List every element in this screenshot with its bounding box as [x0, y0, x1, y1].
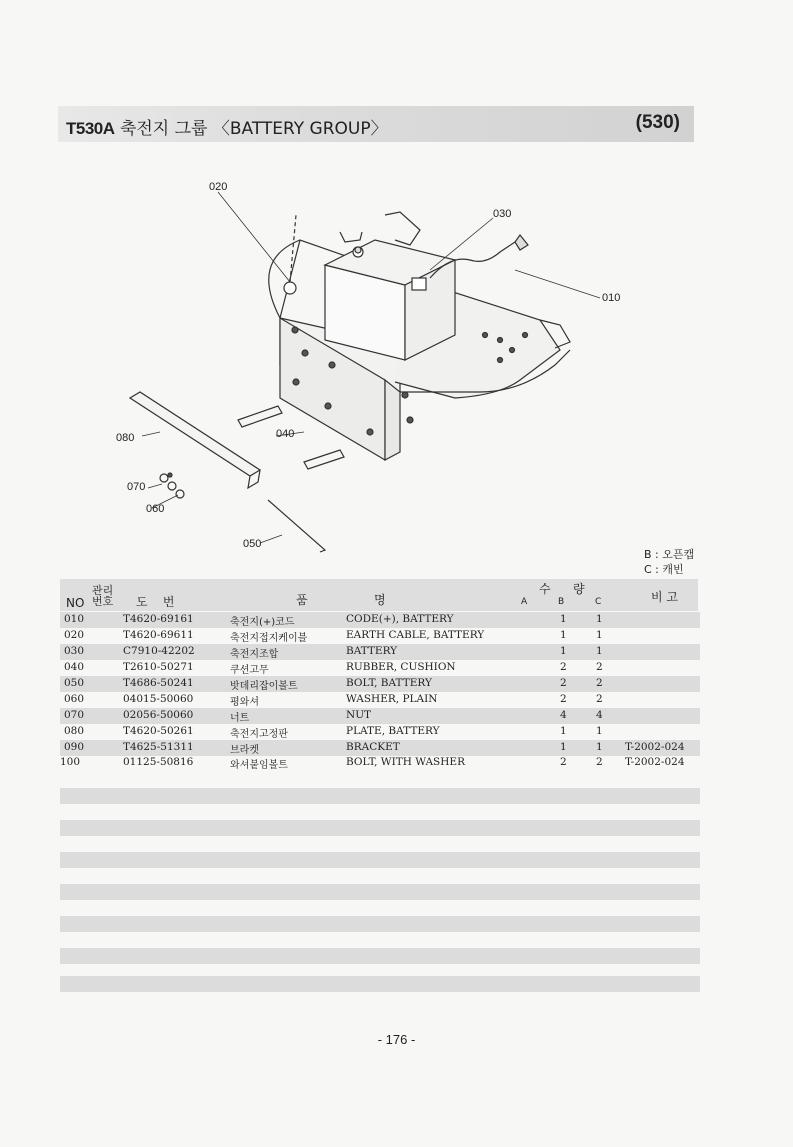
- row-qty-b: 1: [560, 629, 567, 641]
- callout-060: 060: [146, 503, 165, 515]
- row-name-kr: 축전지접지케이블: [230, 633, 308, 644]
- row-no: 090: [64, 741, 85, 753]
- row-name-en: BRACKET: [346, 741, 400, 753]
- row-no: 030: [64, 645, 85, 657]
- row-part-number: 02056-50060: [123, 709, 194, 721]
- header-part-name-1: 품: [296, 593, 308, 607]
- cushion-rubber-2: [304, 450, 344, 469]
- empty-row: [60, 976, 700, 992]
- row-name-en: BOLT, WITH WASHER: [346, 756, 465, 768]
- row-no: 070: [64, 709, 85, 721]
- table-row: [60, 692, 700, 708]
- row-no: 040: [64, 661, 85, 673]
- header-col-b: B: [558, 597, 565, 607]
- header-qty-1: 수: [539, 582, 551, 596]
- row-qty-c: 1: [596, 725, 603, 737]
- row-qty-b: 1: [560, 741, 567, 753]
- row-part-number: T4620-69161: [123, 613, 194, 625]
- table-row: [60, 724, 700, 740]
- row-name-en: BATTERY: [346, 645, 398, 657]
- empty-row: [60, 852, 700, 868]
- header-drawing: 도 번: [136, 595, 175, 609]
- row-qty-c: 2: [596, 661, 603, 673]
- row-qty-b: 1: [560, 725, 567, 737]
- empty-row: [60, 788, 700, 804]
- group-code: (530): [635, 112, 680, 133]
- table-row: [60, 660, 700, 676]
- battery: [325, 240, 455, 360]
- callout-030: 030: [493, 208, 512, 220]
- row-qty-c: 4: [596, 709, 603, 721]
- table-row: [60, 676, 700, 692]
- row-name-kr: 축전지(+)코드: [230, 617, 295, 628]
- row-name-kr: 너트: [230, 713, 250, 724]
- earth-cable: [340, 232, 362, 242]
- callout-020: 020: [209, 181, 228, 193]
- row-name-kr: 브라켓: [230, 745, 259, 756]
- header-col-c: C: [595, 597, 602, 607]
- row-name-en: NUT: [346, 709, 372, 721]
- nut: [160, 474, 168, 482]
- header-part-name-2: 명: [374, 593, 386, 607]
- model-code: T530A: [66, 119, 115, 138]
- row-no: 050: [64, 677, 85, 689]
- row-name-en: BOLT, BATTERY: [346, 677, 432, 689]
- page-number: - 176 -: [377, 1032, 416, 1047]
- row-name-en: RUBBER, CUSHION: [346, 661, 456, 673]
- header-remarks: 비 고: [651, 590, 678, 604]
- row-name-en: CODE(+), BATTERY: [346, 613, 454, 625]
- callout-070: 070: [127, 481, 146, 493]
- row-no: 100: [60, 756, 81, 768]
- row-name-kr: 축전지고정판: [230, 729, 288, 740]
- row-name-en: PLATE, BATTERY: [346, 725, 440, 737]
- battery-group-diagram: [100, 170, 660, 560]
- row-part-number: 01125-50816: [123, 756, 194, 768]
- empty-row: [60, 916, 700, 932]
- row-qty-b: 2: [560, 756, 567, 768]
- table-row: [60, 740, 700, 756]
- row-qty-b: 2: [560, 661, 567, 673]
- header-mgmt-top: 관리: [92, 584, 114, 597]
- row-name-kr: 평와셔: [230, 697, 259, 708]
- battery-bolt: [268, 500, 325, 552]
- empty-row: [60, 884, 700, 900]
- row-qty-c: 1: [596, 613, 603, 625]
- header-mgmt-bottom: 번호: [92, 595, 114, 608]
- row-no: 020: [64, 629, 85, 641]
- row-qty-c: 1: [596, 645, 603, 657]
- row-qty-c: 1: [596, 741, 603, 753]
- callout-050: 050: [243, 538, 262, 550]
- row-part-number: T4625-51311: [123, 741, 194, 753]
- row-qty-b: 1: [560, 645, 567, 657]
- row-remarks: T-2002-024: [625, 741, 685, 753]
- row-part-number: T2610-50271: [123, 661, 194, 673]
- table-row: [60, 708, 700, 724]
- row-remarks: T-2002-024: [625, 756, 685, 768]
- title-english: 〈BATTERY GROUP〉: [212, 119, 388, 139]
- row-no: 010: [64, 613, 85, 625]
- row-qty-c: 1: [596, 629, 603, 641]
- row-part-number: T4620-50261: [123, 725, 194, 737]
- row-qty-c: 2: [596, 693, 603, 705]
- row-name-kr: 와셔붙임볼트: [230, 760, 288, 771]
- callout-040: 040: [276, 428, 295, 440]
- header-mgmt: [92, 585, 113, 607]
- header-no: NO: [66, 596, 85, 610]
- empty-row: [60, 948, 700, 964]
- row-part-number: T4686-50241: [123, 677, 194, 689]
- row-name-kr: 밧데리잡이볼트: [230, 681, 298, 692]
- row-part-number: T4620-69611: [123, 629, 194, 641]
- callout-080: 080: [116, 432, 135, 444]
- row-name-kr: 쿠션고무: [230, 665, 269, 676]
- row-qty-c: 2: [596, 677, 603, 689]
- row-no: 080: [64, 725, 85, 737]
- header-col-a: A: [521, 597, 528, 607]
- legend-c: C : 캐빈: [644, 563, 684, 576]
- row-part-number: 04015-50060: [123, 693, 194, 705]
- header-qty-2: 량: [573, 582, 585, 596]
- title-bar: [58, 106, 694, 142]
- table-row: [60, 612, 700, 628]
- row-qty-b: 2: [560, 677, 567, 689]
- row-part-number: C7910-42202: [123, 645, 195, 657]
- table-row: [60, 628, 700, 644]
- cushion-rubber-1: [238, 406, 282, 427]
- callout-010: 010: [602, 292, 621, 304]
- row-qty-b: 1: [560, 613, 567, 625]
- page-title: [66, 114, 388, 139]
- row-name-kr: 축전지조합: [230, 649, 279, 660]
- row-no: 060: [64, 693, 85, 705]
- row-qty-c: 2: [596, 756, 603, 768]
- table-row: [60, 644, 700, 660]
- title-korean: 축전지 그룹: [119, 119, 208, 139]
- row-name-en: WASHER, PLAIN: [346, 693, 438, 705]
- table-row: [60, 755, 700, 771]
- row-qty-b: 2: [560, 693, 567, 705]
- empty-row: [60, 820, 700, 836]
- legend-b: B : 오픈캡: [644, 548, 695, 561]
- row-qty-b: 4: [560, 709, 567, 721]
- row-name-en: EARTH CABLE, BATTERY: [346, 629, 485, 641]
